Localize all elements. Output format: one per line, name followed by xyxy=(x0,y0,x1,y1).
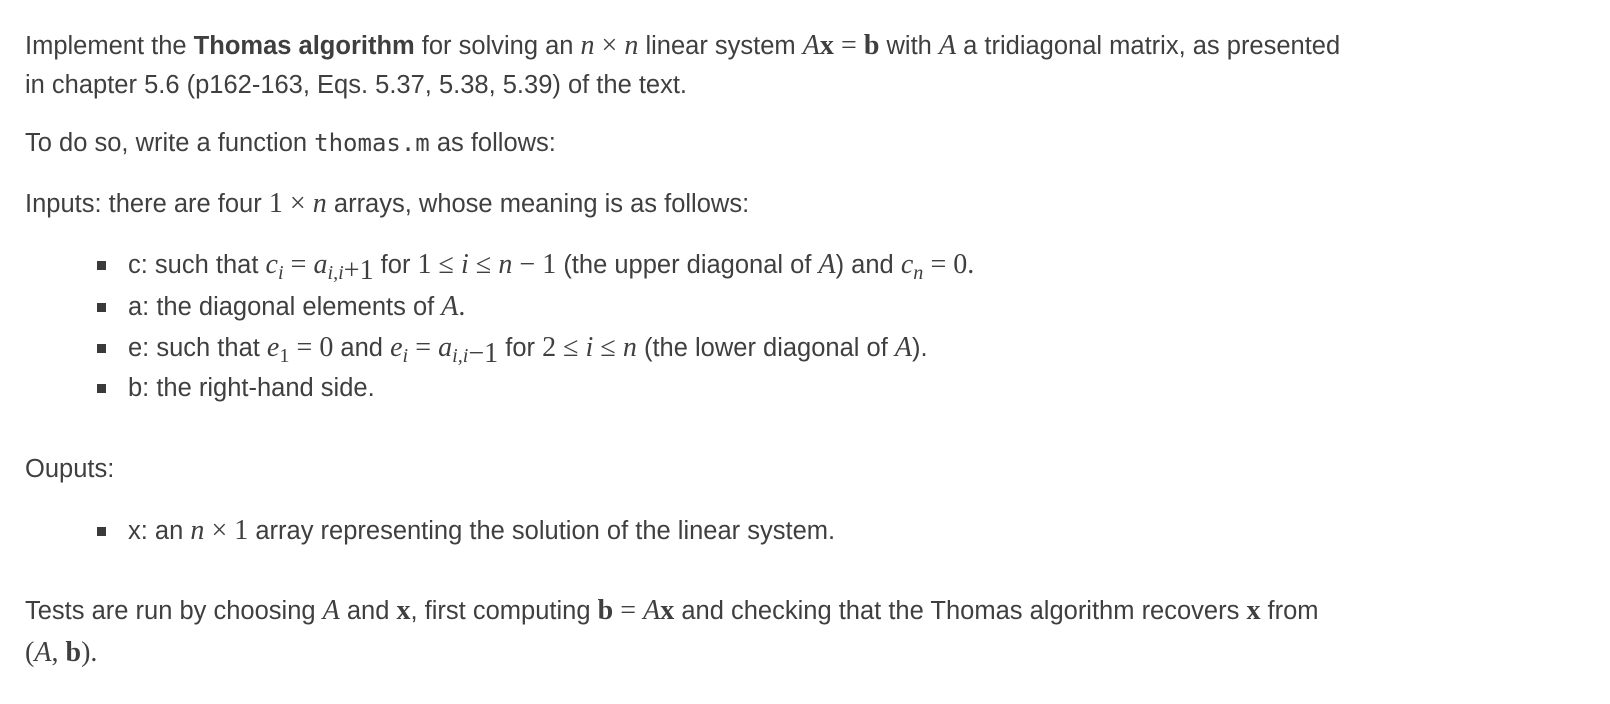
todo-line: To do so, write a function thomas.m as follows: xyxy=(25,129,556,157)
intro-line-2: in chapter 5.6 (p162-163, Eqs. 5.37, 5.38, 5.39) of the text. xyxy=(25,71,688,99)
inputs-line: Inputs: there are four 1 × n arrays, whose meaning is as follows: xyxy=(25,188,750,219)
thomas-algorithm-bold: Thomas algorithm xyxy=(193,32,415,60)
bullet-square-icon xyxy=(97,344,106,353)
bullet-square-icon xyxy=(97,303,106,312)
intro-line-1: Implement the Thomas algorithm for solving an n × n linear system Ax = b with A a tridiagonal matrix, as presented xyxy=(25,30,1341,61)
math-1-by-n: 1 × n xyxy=(268,188,327,219)
bullet-b: b: the right-hand side. xyxy=(97,374,375,403)
math-A-period: A. xyxy=(441,291,466,322)
bullet-a: a: the diagonal elements of A. xyxy=(97,291,465,323)
math-A-b-pair: (A, b). xyxy=(25,637,98,668)
bullet-square-icon xyxy=(97,527,106,536)
bullet-x: x: an n × 1 array representing the solution of the linear system. xyxy=(97,515,835,547)
math-n-by-n: n × n xyxy=(580,30,639,61)
math-c-def: $c_i = a_{i,i+1}$ xyxy=(265,249,374,287)
tests-line-1: Tests are run by choosing A and x, first computing b = Ax and checking that the Thomas algorithm recovers x from xyxy=(25,595,1319,626)
tests-line-2 xyxy=(25,637,97,669)
math-e1-zero: $e_1 = 0$ xyxy=(266,332,334,368)
math-x-bold: x xyxy=(396,595,411,626)
math-b-eq-ax: b = Ax xyxy=(597,595,675,626)
math-c-range: 1 ≤ i ≤ n − 1 xyxy=(417,249,557,280)
math-e-range: 2 ≤ i ≤ n xyxy=(542,332,637,363)
bullet-e: e: such that $e_1 = 0$ and $e_i = a_{i,i-1}$ for 2 ≤ i ≤ n (the lower diagonal of A). xyxy=(97,332,928,364)
math-ax-eq-b: Ax = b xyxy=(802,30,880,61)
thomas-m-code: thomas.m xyxy=(314,129,430,157)
bullet-c: c: such that $c_i = a_{i,i+1}$ for 1 ≤ i ≤ n − 1 (the upper diagonal of A) and $c_n = 0$. xyxy=(97,249,974,281)
bullet-square-icon xyxy=(97,261,106,270)
math-cn-zero: $c_n = 0$. xyxy=(900,249,975,285)
math-A: A xyxy=(938,30,957,61)
math-e-def: $e_i = a_{i,i-1}$ xyxy=(390,332,499,370)
math-n-by-1: n × 1 xyxy=(190,515,249,546)
outputs-title: Ouputs: xyxy=(25,455,115,483)
bullet-square-icon xyxy=(97,384,106,393)
